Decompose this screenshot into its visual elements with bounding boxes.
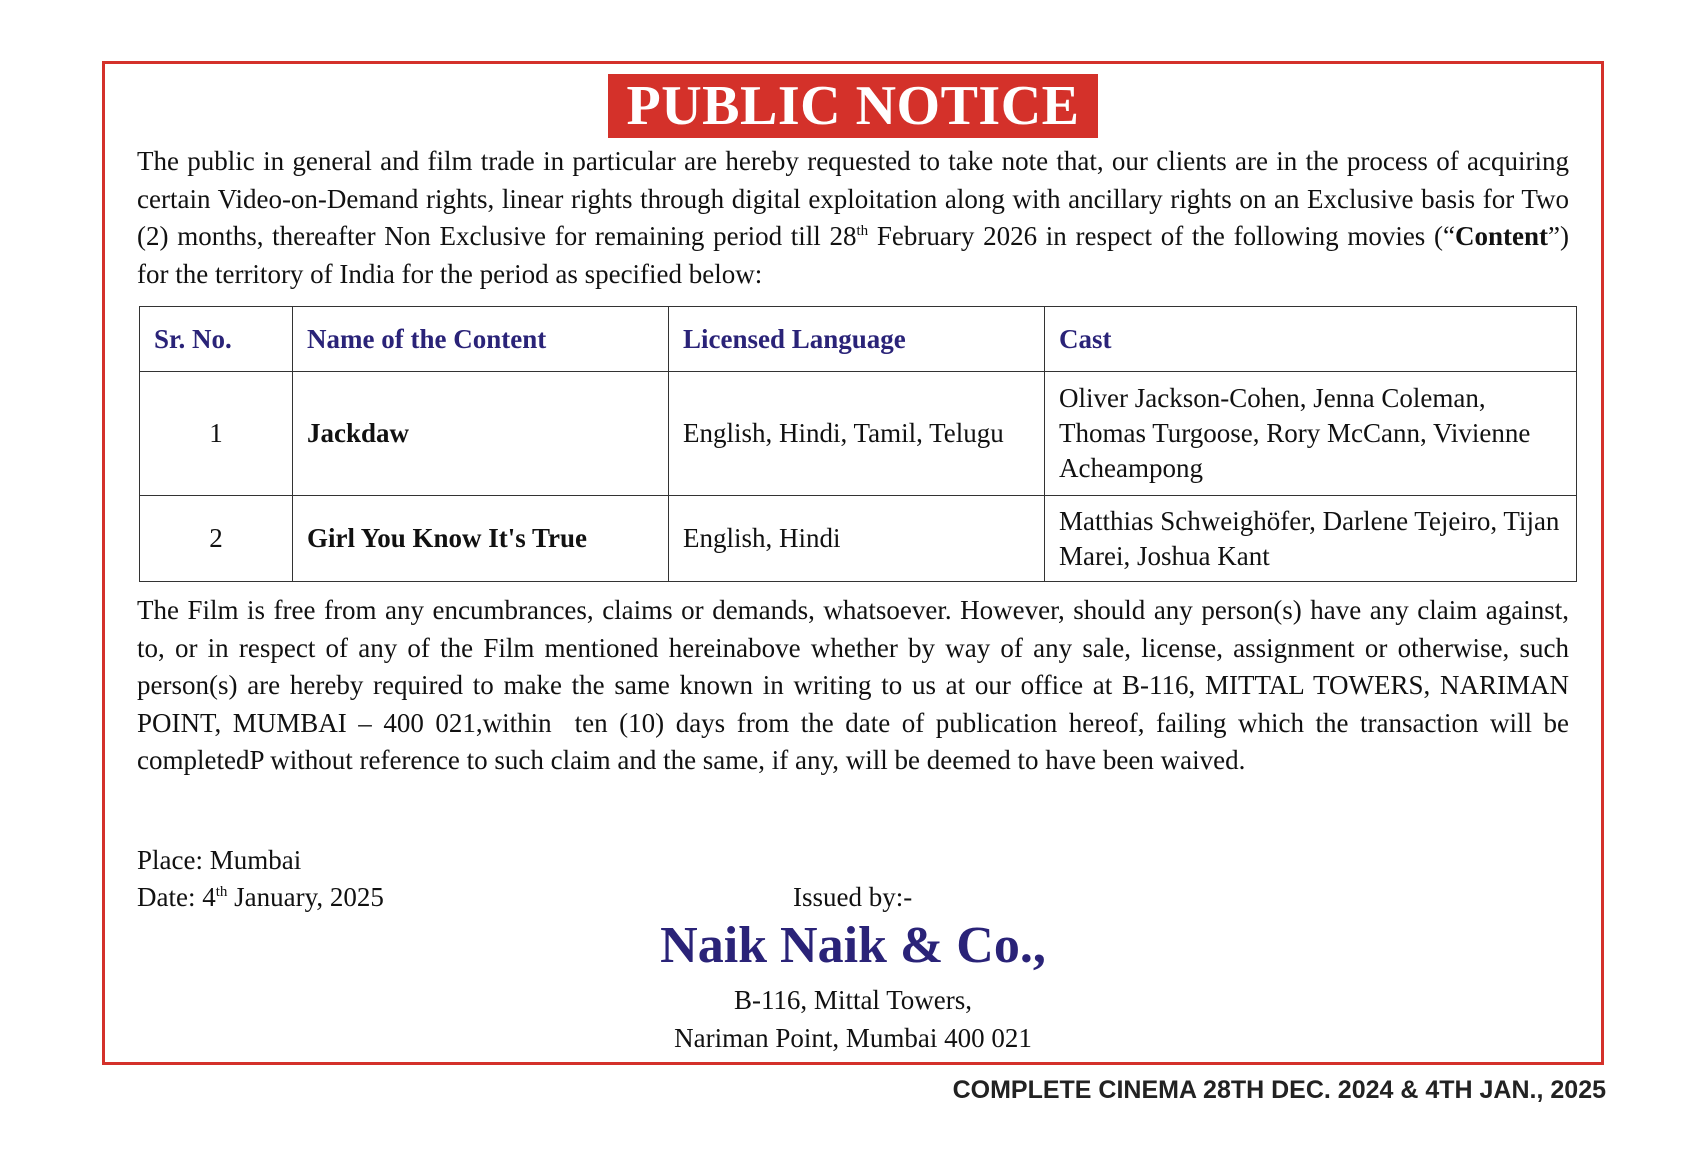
firm-name: Naik Naik & Co., bbox=[660, 917, 1046, 974]
cell-content-name: Girl You Know It's True bbox=[293, 496, 669, 582]
intro-text: The public in general and film trade in particular are hereby requested to take note that, our clients are in the process of acquiring certain Video-on-Demand rights, linear rights through digital exploitation along with ancillary rights on an Exclusive basis for Two (2) months, thereafter Non Exclusive for remaining period till 28 bbox=[137, 146, 1569, 251]
content-table bbox=[139, 306, 1577, 582]
notice-title: PUBLIC NOTICE bbox=[608, 74, 1097, 138]
issued-by-label: Issued by:- bbox=[793, 882, 913, 912]
title-wrap bbox=[105, 74, 1601, 138]
firm-address-line1: B-116, Mittal Towers, bbox=[733, 985, 973, 1015]
intro-paragraph bbox=[137, 143, 1569, 293]
cell-cast: Oliver Jackson-Cohen, Jenna Coleman, Thomas Turgoose, Rory McCann, Vivienne Acheampong bbox=[1045, 372, 1577, 496]
cell-licensed-language: English, Hindi bbox=[669, 496, 1045, 582]
cell-cast: Matthias Schweighöfer, Darlene Tejeiro, Tijan Marei, Joshua Kant bbox=[1045, 496, 1577, 582]
firm-address-line2: Nariman Point, Mumbai 400 021 bbox=[674, 1023, 1032, 1053]
date-suffix: January, 2025 bbox=[227, 882, 384, 912]
table-row bbox=[140, 372, 1577, 496]
intro-superscript: th bbox=[856, 223, 869, 239]
intro-text-cont: February 2026 in respect of the following movies (“ bbox=[868, 221, 1456, 251]
cell-sr-no: 1 bbox=[140, 372, 293, 496]
date-prefix: Date: 4 bbox=[137, 882, 216, 912]
header-cast: Cast bbox=[1045, 307, 1577, 372]
date-line bbox=[137, 879, 384, 915]
cell-content-name: Jackdaw bbox=[293, 372, 669, 496]
claims-paragraph: The Film is free from any encumbrances, claims or demands, whatsoever. However, should any person(s) have any claim against, to, or in respect of any of the Film mentioned hereinabove whether by way of any sale, license, assignment or otherwise, such person(s) are hereby required to make the same known in writing to us at our office at B-116, MITTAL TOWERS, NARIMAN POINT, MUMBAI – 400 021,within ten (10) days from the date of publication hereof, failing which the transaction will be completedP without reference to such claim and the same, if any, will be deemed to have been waived. bbox=[137, 595, 1576, 775]
intro-text-end: ”) for the territory of India for the period as specified below: bbox=[137, 221, 1569, 289]
intro-bold-term: Content bbox=[1455, 221, 1549, 251]
table-header-row bbox=[140, 307, 1577, 372]
place-line: Place: Mumbai bbox=[137, 845, 302, 875]
header-sr-no: Sr. No. bbox=[140, 307, 293, 372]
header-content-name: Name of the Content bbox=[293, 307, 669, 372]
date-superscript: th bbox=[215, 884, 228, 900]
header-licensed-language: Licensed Language bbox=[669, 307, 1045, 372]
cell-licensed-language: English, Hindi, Tamil, Telugu bbox=[669, 372, 1045, 496]
table-row bbox=[140, 496, 1577, 582]
publication-caption: COMPLETE CINEMA 28TH DEC. 2024 & 4TH JAN., 2025 bbox=[952, 1076, 1606, 1104]
cell-sr-no: 2 bbox=[140, 496, 293, 582]
public-notice-frame bbox=[102, 61, 1604, 1065]
